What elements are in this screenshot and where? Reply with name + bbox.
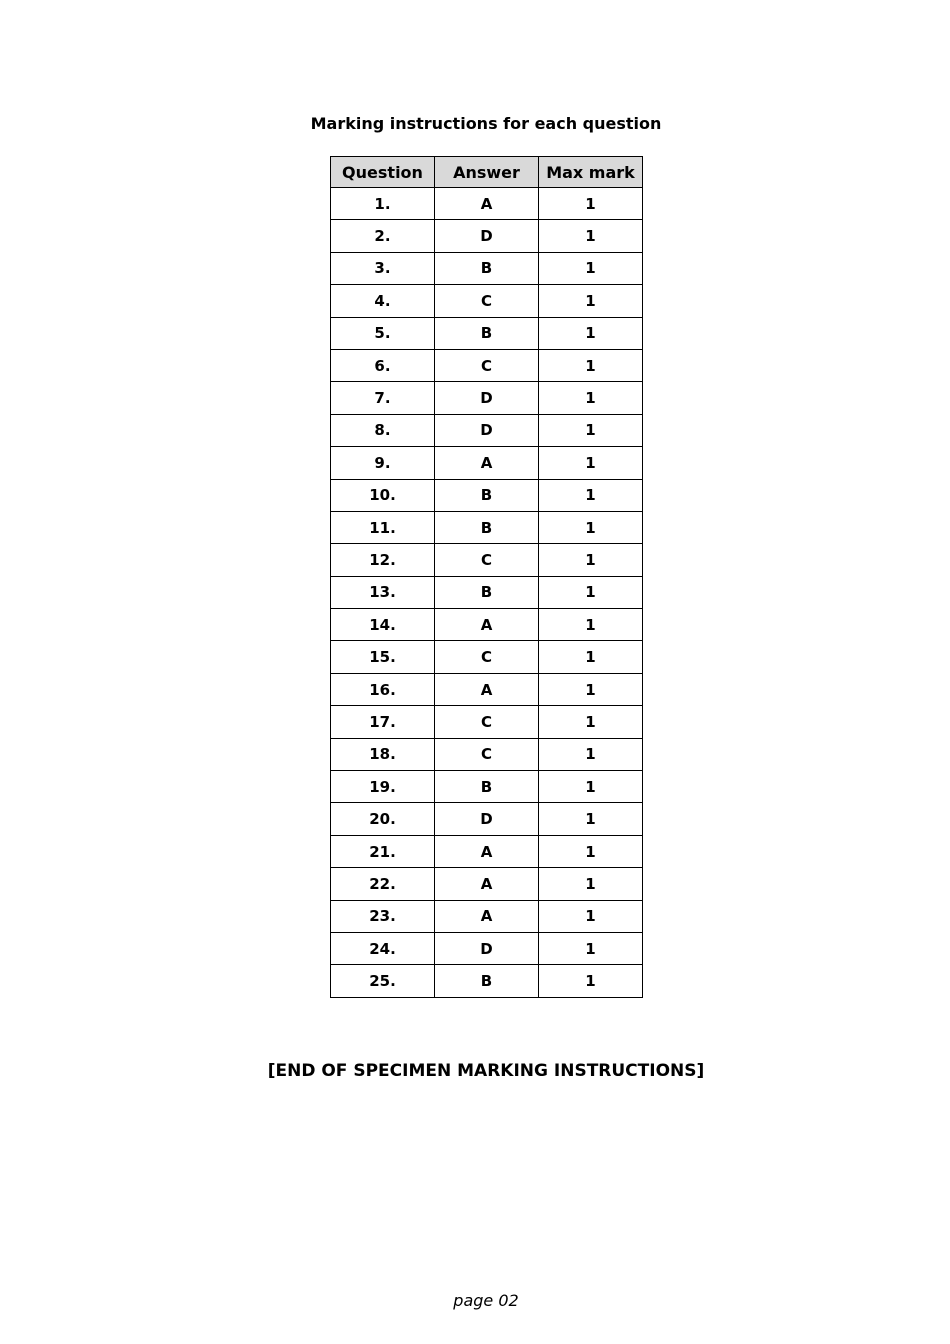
question-cell: 8.: [331, 414, 435, 446]
question-cell: 14.: [331, 609, 435, 641]
answer-cell: A: [435, 447, 539, 479]
max-mark-cell: 1: [539, 511, 643, 543]
table-row: [331, 220, 643, 252]
end-note: [END OF SPECIMEN MARKING INSTRUCTIONS]: [267, 1061, 705, 1081]
answer-cell: D: [435, 803, 539, 835]
question-cell: 19.: [331, 771, 435, 803]
table-body: [331, 188, 643, 998]
question-cell: 16.: [331, 673, 435, 705]
table-row: [331, 544, 643, 576]
max-mark-cell: 1: [539, 706, 643, 738]
max-mark-cell: 1: [539, 382, 643, 414]
table-row: [331, 479, 643, 511]
answer-cell: A: [435, 188, 539, 220]
table-row: [331, 576, 643, 608]
question-cell: 18.: [331, 738, 435, 770]
answer-cell: D: [435, 220, 539, 252]
table-row: [331, 868, 643, 900]
max-mark-cell: 1: [539, 641, 643, 673]
page-number: page 02: [453, 1291, 519, 1310]
table-row: [331, 738, 643, 770]
question-cell: 2.: [331, 220, 435, 252]
table-row: [331, 252, 643, 284]
max-mark-cell: 1: [539, 220, 643, 252]
question-cell: 15.: [331, 641, 435, 673]
header-row: [331, 157, 643, 188]
max-mark-cell: 1: [539, 965, 643, 997]
answer-cell: A: [435, 900, 539, 932]
answer-cell: D: [435, 414, 539, 446]
marking-table: [330, 156, 643, 998]
table-row: [331, 641, 643, 673]
table-row: [331, 188, 643, 220]
max-mark-cell: 1: [539, 188, 643, 220]
max-mark-cell: 1: [539, 576, 643, 608]
question-cell: 12.: [331, 544, 435, 576]
max-mark-cell: 1: [539, 479, 643, 511]
question-cell: 22.: [331, 868, 435, 900]
question-cell: 7.: [331, 382, 435, 414]
max-mark-cell: 1: [539, 252, 643, 284]
max-mark-cell: 1: [539, 738, 643, 770]
answer-cell: B: [435, 771, 539, 803]
column-header-max-mark: Max mark: [539, 157, 643, 188]
answer-cell: B: [435, 317, 539, 349]
table-row: [331, 965, 643, 997]
answer-cell: C: [435, 349, 539, 381]
table-row: [331, 706, 643, 738]
table-row: [331, 349, 643, 381]
question-cell: 5.: [331, 317, 435, 349]
table-row: [331, 414, 643, 446]
question-cell: 4.: [331, 285, 435, 317]
answer-cell: C: [435, 706, 539, 738]
question-cell: 10.: [331, 479, 435, 511]
answer-cell: C: [435, 544, 539, 576]
max-mark-cell: 1: [539, 803, 643, 835]
max-mark-cell: 1: [539, 868, 643, 900]
table-row: [331, 609, 643, 641]
max-mark-cell: 1: [539, 317, 643, 349]
answer-cell: B: [435, 252, 539, 284]
answer-cell: B: [435, 576, 539, 608]
page-heading: Marking instructions for each question: [310, 114, 662, 133]
answer-cell: C: [435, 738, 539, 770]
answer-cell: B: [435, 965, 539, 997]
max-mark-cell: 1: [539, 285, 643, 317]
column-header-question: Question: [331, 157, 435, 188]
max-mark-cell: 1: [539, 771, 643, 803]
question-cell: 20.: [331, 803, 435, 835]
max-mark-cell: 1: [539, 932, 643, 964]
table-row: [331, 447, 643, 479]
answer-cell: A: [435, 835, 539, 867]
max-mark-cell: 1: [539, 544, 643, 576]
question-cell: 3.: [331, 252, 435, 284]
max-mark-cell: 1: [539, 900, 643, 932]
max-mark-cell: 1: [539, 673, 643, 705]
question-cell: 25.: [331, 965, 435, 997]
answer-cell: C: [435, 641, 539, 673]
column-header-answer: Answer: [435, 157, 539, 188]
question-cell: 13.: [331, 576, 435, 608]
answer-cell: D: [435, 382, 539, 414]
table-row: [331, 317, 643, 349]
table-row: [331, 382, 643, 414]
table-row: [331, 900, 643, 932]
answer-cell: A: [435, 673, 539, 705]
question-cell: 1.: [331, 188, 435, 220]
question-cell: 23.: [331, 900, 435, 932]
table-row: [331, 932, 643, 964]
table-row: [331, 771, 643, 803]
table-row: [331, 803, 643, 835]
answer-cell: D: [435, 932, 539, 964]
max-mark-cell: 1: [539, 609, 643, 641]
max-mark-cell: 1: [539, 447, 643, 479]
table-row: [331, 285, 643, 317]
question-cell: 21.: [331, 835, 435, 867]
max-mark-cell: 1: [539, 414, 643, 446]
question-cell: 6.: [331, 349, 435, 381]
answer-cell: A: [435, 609, 539, 641]
question-cell: 9.: [331, 447, 435, 479]
answer-cell: A: [435, 868, 539, 900]
table-header: [331, 157, 643, 188]
answer-cell: C: [435, 285, 539, 317]
max-mark-cell: 1: [539, 349, 643, 381]
answer-cell: B: [435, 511, 539, 543]
answer-cell: B: [435, 479, 539, 511]
table-row: [331, 835, 643, 867]
max-mark-cell: 1: [539, 835, 643, 867]
question-cell: 11.: [331, 511, 435, 543]
table-row: [331, 673, 643, 705]
question-cell: 24.: [331, 932, 435, 964]
table-row: [331, 511, 643, 543]
question-cell: 17.: [331, 706, 435, 738]
